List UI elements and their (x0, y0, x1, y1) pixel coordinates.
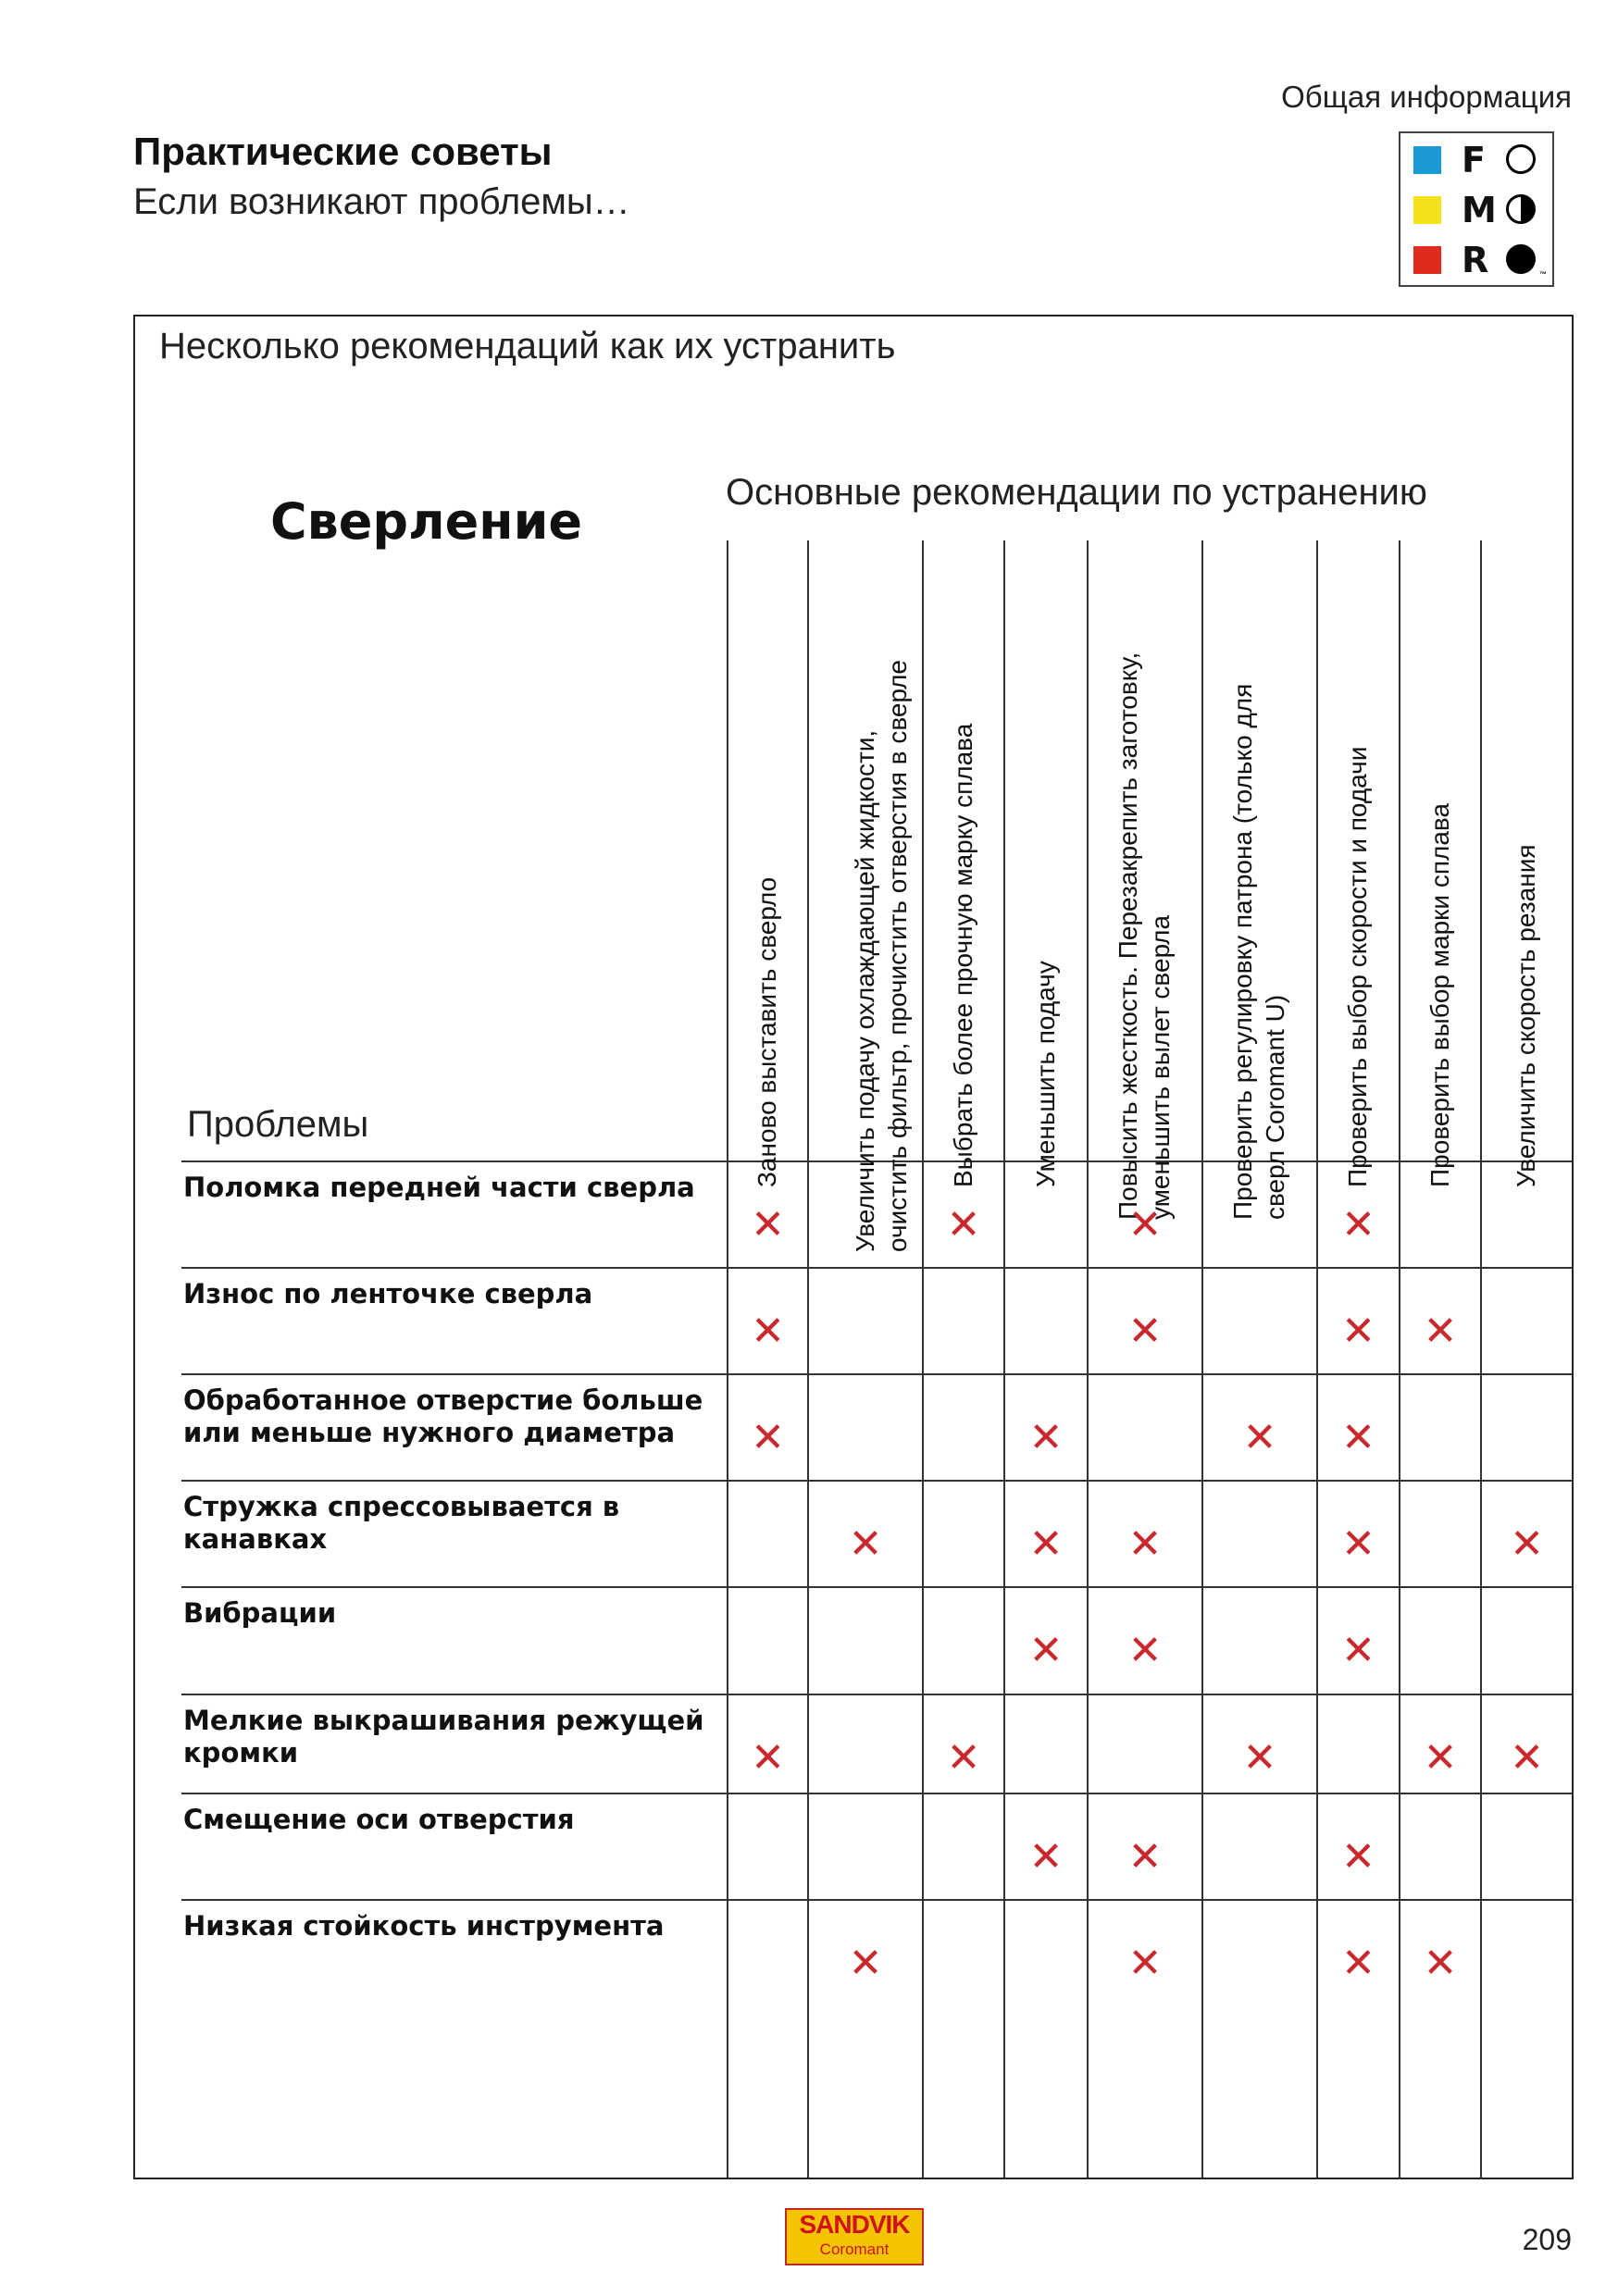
red-x-mark-icon: ✕ (1423, 1940, 1458, 1987)
problem-label: Обработанное отверстие больше или меньше нужного диаметра (183, 1384, 703, 1448)
section-label: Общая информация (1281, 80, 1572, 114)
problem-label: Износ по ленточке сверла (183, 1278, 593, 1309)
problem-label: Вибрации (183, 1597, 337, 1629)
red-x-mark-icon: ✕ (1028, 1627, 1064, 1674)
red-x-mark-icon: ✕ (1341, 1520, 1375, 1568)
red-x-mark-icon: ✕ (1028, 1833, 1064, 1880)
problem-label: Смещение оси отверстия (183, 1804, 575, 1835)
problem-label: Низкая стойкость инструмента (183, 1910, 665, 1942)
row-divider (181, 1267, 1572, 1269)
red-x-mark-icon: ✕ (1127, 1201, 1163, 1248)
brand-sub: Coromant (819, 2240, 890, 2258)
problem-label: Стружка спрессовывается в канавках (183, 1491, 620, 1555)
column-divider (922, 540, 924, 2178)
red-x-mark-icon: ✕ (1341, 1627, 1375, 1674)
recommendations-title: Основные рекомендации по устранению (726, 472, 1427, 513)
column-divider (727, 540, 728, 2178)
red-x-mark-icon: ✕ (1341, 1940, 1375, 1987)
brand-name: SANDVIK (799, 2210, 910, 2239)
column-divider (1316, 540, 1318, 2178)
red-square-icon (1413, 246, 1441, 274)
sandvik-logo (785, 2208, 924, 2265)
red-x-mark-icon: ✕ (1242, 1734, 1277, 1781)
column-divider (807, 540, 809, 2178)
red-x-mark-icon: ✕ (1127, 1833, 1163, 1880)
red-x-mark-icon: ✕ (1423, 1734, 1458, 1781)
red-x-mark-icon: ✕ (946, 1734, 981, 1781)
filled-circle-icon (1506, 244, 1536, 274)
column-divider (1480, 540, 1482, 2178)
column-divider (1399, 540, 1400, 2178)
frame-title: Несколько рекомендаций как их устранить (159, 326, 896, 366)
red-x-mark-icon: ✕ (751, 1734, 785, 1781)
red-x-mark-icon: ✕ (1028, 1520, 1064, 1568)
red-x-mark-icon: ✕ (1341, 1201, 1375, 1248)
column-header-text: Увеличить подачу охлаждающей жидкости, очистить фильтр, прочистить отверстия в сверле (850, 660, 912, 1252)
operation-title: Сверление (270, 492, 583, 551)
column-divider (1201, 540, 1203, 2178)
column-divider (1003, 540, 1005, 2178)
red-x-mark-icon: ✕ (946, 1201, 981, 1248)
column-header-text: Проверить выбор марки сплава (1425, 802, 1454, 1187)
red-x-mark-icon: ✕ (751, 1201, 785, 1248)
red-x-mark-icon: ✕ (848, 1520, 883, 1568)
red-x-mark-icon: ✕ (1242, 1414, 1277, 1461)
row-divider (181, 1899, 1572, 1901)
fomro-logo (1399, 131, 1554, 287)
column-header-text: Заново выставить сверло (753, 876, 781, 1187)
column-header-text: Проверить регулировку патрона (только для сверл Coromant U) (1228, 683, 1289, 1220)
blue-square-icon (1413, 146, 1441, 174)
column-header-text: Увеличить скорость резания (1512, 844, 1540, 1187)
column-header-text: Повысить жесткость. Перезакрепить заготовку, уменьшить вылет сверла (1114, 652, 1175, 1220)
red-x-mark-icon: ✕ (1423, 1308, 1458, 1355)
page-subtitle: Если возникают проблемы… (133, 181, 630, 222)
row-divider (181, 1793, 1572, 1794)
red-x-mark-icon: ✕ (848, 1940, 883, 1987)
row-divider (181, 1694, 1572, 1695)
empty-circle-icon (1506, 144, 1536, 174)
red-x-mark-icon: ✕ (751, 1414, 785, 1461)
red-x-mark-icon: ✕ (1341, 1833, 1375, 1880)
logo-letter-r: R (1462, 240, 1489, 280)
problem-label: Мелкие выкрашивания режущей кромки (183, 1705, 704, 1769)
column-header-text: Проверить выбор скорости и подачи (1343, 746, 1372, 1187)
logo-letter-f: F (1462, 140, 1486, 180)
problems-header: Проблемы (187, 1104, 369, 1145)
red-x-mark-icon: ✕ (1341, 1308, 1375, 1355)
trademark-sign: ™ (1539, 270, 1547, 279)
red-x-mark-icon: ✕ (1127, 1940, 1163, 1987)
half-circle-icon (1506, 194, 1536, 224)
column-divider (1087, 540, 1089, 2178)
page-title: Практические советы (133, 130, 553, 173)
yellow-square-icon (1413, 196, 1441, 224)
red-x-mark-icon: ✕ (1127, 1627, 1163, 1674)
red-x-mark-icon: ✕ (1341, 1414, 1375, 1461)
red-x-mark-icon: ✕ (1510, 1734, 1544, 1781)
row-divider (181, 1586, 1572, 1588)
red-x-mark-icon: ✕ (751, 1308, 785, 1355)
red-x-mark-icon: ✕ (1127, 1308, 1163, 1355)
problem-label: Поломка передней части сверла (183, 1172, 695, 1203)
row-divider (181, 1373, 1572, 1375)
column-header-text: Выбрать более прочную марку сплава (948, 723, 977, 1187)
logo-letter-m: M (1462, 190, 1497, 230)
red-x-mark-icon: ✕ (1127, 1520, 1163, 1568)
red-x-mark-icon: ✕ (1028, 1414, 1064, 1461)
red-x-mark-icon: ✕ (1510, 1520, 1544, 1568)
row-divider (181, 1480, 1572, 1482)
column-header-text: Уменьшить подачу (1030, 961, 1060, 1187)
page-number: 209 (1522, 2223, 1572, 2256)
